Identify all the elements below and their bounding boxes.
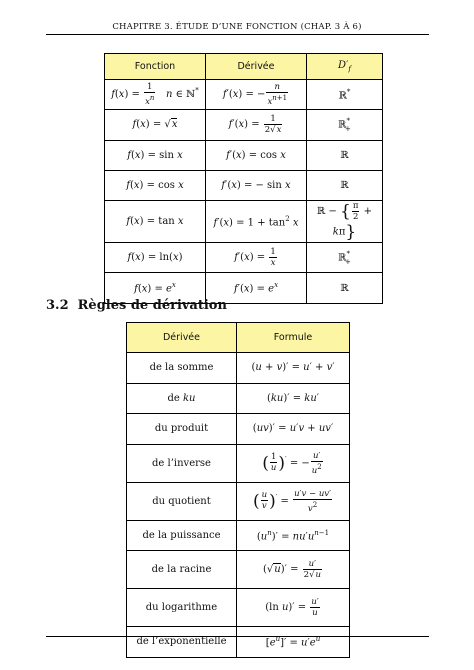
cell-domaine: ℝ: [307, 273, 383, 303]
header-fonction: Fonction: [105, 54, 206, 80]
rule-label: de la puissance: [127, 520, 237, 551]
rule-label: de l’exponentielle: [127, 627, 237, 658]
cell-domaine: ℝ − { $\frac{\pi}{2}$ + kπ}: [307, 201, 383, 243]
rule-formula: (√u)′ = $\frac{u'}{2√u}$: [237, 551, 350, 589]
rule-label: de la racine: [127, 551, 237, 589]
cell-derivee: f′(x) = − sin x: [206, 170, 307, 200]
table-row: [105, 243, 383, 273]
rule-label: de l’inverse: [127, 444, 237, 482]
table-row: [105, 170, 383, 200]
cell-fonction: f(x) = $\frac{1}{x^n}$ n ∈ ℕ*: [105, 80, 206, 110]
rule-label: du logarithme: [127, 589, 237, 627]
rule-formula: $(u^n)' = nu'u^{n-1}$: [237, 520, 350, 551]
table-row: [105, 140, 383, 170]
table-row: [127, 383, 350, 414]
header-domaine: $D'_f$: [307, 54, 383, 80]
rule-formula: ( $\frac{1}{u}$ )′ = − $\frac{u'}{u^2}$: [237, 444, 350, 482]
section-number: 3.2: [46, 298, 69, 313]
table-row: [127, 414, 350, 445]
table-row: [127, 627, 350, 658]
rule-formula: (ln u)′ = $\frac{u'}{u}$: [237, 589, 350, 627]
rule-formula: (uv)′ = u′v + uv′: [237, 414, 350, 445]
cell-fonction: f(x) = √x: [105, 110, 206, 140]
cell-derivee: f′(x) = $\frac{1}{x}$: [206, 243, 307, 273]
derivatives-table: [104, 53, 383, 304]
cell-fonction: $f(x) = e^x$: [105, 273, 206, 303]
table-row: [105, 80, 383, 110]
derivatives-table-header: [105, 54, 383, 80]
cell-fonction: f(x) = cos x: [105, 170, 206, 200]
cell-domaine: ℝ*$_+$: [307, 110, 383, 140]
rules-table: [126, 322, 350, 658]
running-head: CHAPITRE 3. ÉTUDE D’UNE FONCTION (CHAP. 3 À 6): [112, 22, 362, 32]
cell-domaine: ℝ: [307, 170, 383, 200]
rule-formula: (u + v)′ = u′ + v′: [237, 353, 350, 384]
cell-domaine: ℝ*$_+$: [307, 243, 383, 273]
table-row: [127, 520, 350, 551]
cell-domaine: ℝ: [307, 140, 383, 170]
rule-formula: $[e^u]' = u'e^u$: [237, 627, 350, 658]
table-row: [105, 201, 383, 243]
table-row: [105, 110, 383, 140]
section-heading: [46, 298, 227, 313]
table-row: [127, 589, 350, 627]
cell-domaine: ℝ*: [307, 80, 383, 110]
rule-label: du produit: [127, 414, 237, 445]
cell-fonction: f(x) = ln(x): [105, 243, 206, 273]
cell-derivee: f′(x) = − $\frac{n}{x^{n+1}}$: [206, 80, 307, 110]
header-derivee: Dérivée: [206, 54, 307, 80]
cell-derivee: $f'(x) = e^x$: [206, 273, 307, 303]
section-title: Règles de dérivation: [77, 298, 227, 313]
cell-fonction: f(x) = sin x: [105, 140, 206, 170]
table-row: [127, 444, 350, 482]
header-derivee: Dérivée: [127, 323, 237, 353]
cell-fonction: f(x) = tan x: [105, 201, 206, 243]
rule-label: du quotient: [127, 482, 237, 520]
rules-table-header: [127, 323, 350, 353]
rule-formula: ( $\frac{u}{v}$ )′ = $\frac{u'v - uv'}{v^2}$: [237, 482, 350, 520]
footer-rule: [46, 636, 429, 637]
header-formule: Formule: [237, 323, 350, 353]
cell-derivee: f′(x) = $\frac{1}{2√x}$: [206, 110, 307, 140]
table-row: [127, 353, 350, 384]
table-row: [127, 482, 350, 520]
cell-derivee: f′(x) = cos x: [206, 140, 307, 170]
header-rule: [46, 34, 429, 35]
rule-label: de la somme: [127, 353, 237, 384]
cell-derivee: $f'(x) = 1 + \tan^2 x$: [206, 201, 307, 243]
table-row: [127, 551, 350, 589]
rule-label: de ku: [127, 383, 237, 414]
rule-formula: (ku)′ = ku′: [237, 383, 350, 414]
